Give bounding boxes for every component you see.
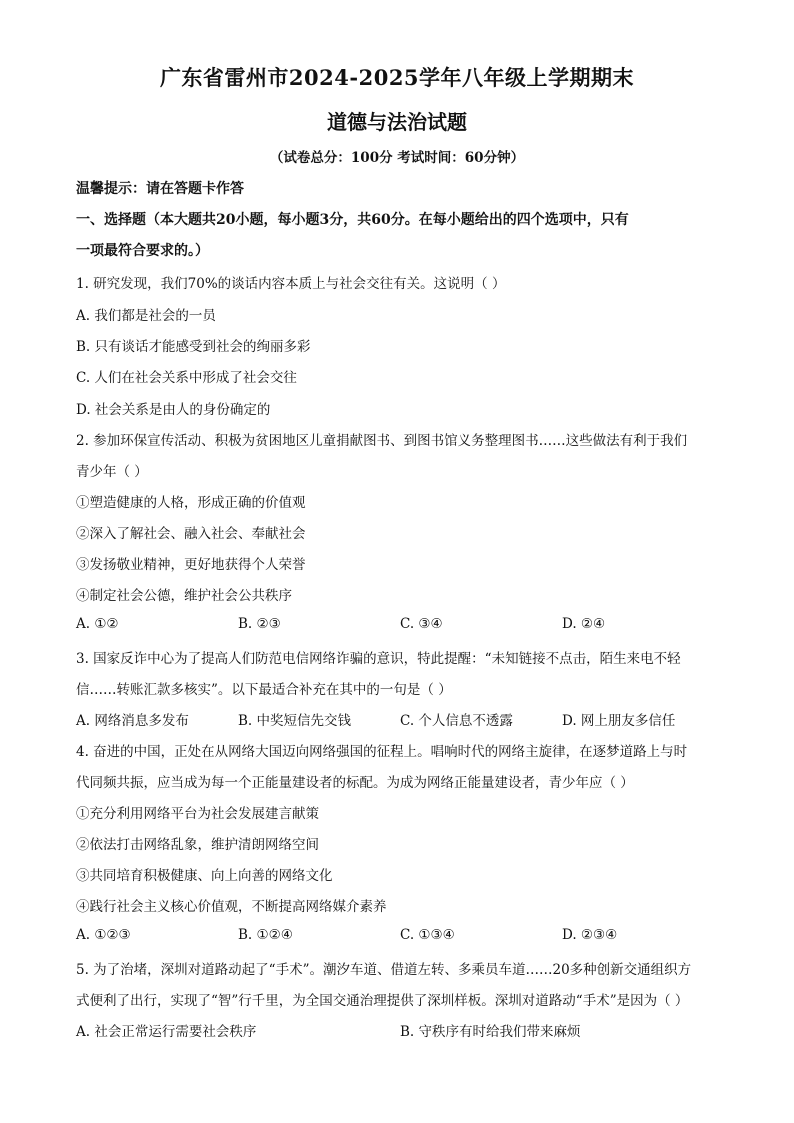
question-1-option-d: D. 社会关系是由人的身份确定的 (76, 402, 271, 418)
question-4-stem-cont: 代同频共振，应当成为每一个正能量建设者的标配。为成为网络正能量建设者，青少年应（ ） (76, 775, 634, 791)
question-5-option-a: A. 社会正常运行需要社会秩序 (76, 1024, 257, 1040)
question-3-option-a: A. 网络消息多发布 (76, 713, 189, 729)
question-4-option-c: C. ①③④ (400, 927, 455, 943)
question-3-option-b: B. 中奖短信先交钱 (238, 713, 352, 729)
question-4-statement-3: ③共同培育积极健康、向上向善的网络文化 (76, 868, 333, 884)
exam-title: 广东省雷州市2024-2025学年八年级上学期期末 (159, 65, 635, 90)
question-2-statement-3: ③发扬敬业精神，更好地获得个人荣誉 (76, 557, 306, 573)
question-3-stem: 3. 国家反诈中心为了提高人们防范电信网络诈骗的意识，特此提醒：“未知链接不点击，陌生来电不轻 (76, 651, 681, 667)
question-3-stem-cont: 信……转账汇款多核实”。以下最适合补充在其中的一句是（ ） (76, 682, 452, 698)
question-1-stem: 1. 研究发现，我们70%的谈话内容本质上与社会交往有关。这说明（ ） (76, 276, 506, 292)
question-2-statement-1: ①塑造健康的人格，形成正确的价值观 (76, 495, 306, 511)
question-2-statement-2: ②深入了解社会、融入社会、奉献社会 (76, 526, 306, 542)
question-4-option-d: D. ②③④ (562, 927, 618, 943)
exam-info: （试卷总分：100分 考试时间：60分钟） (269, 150, 525, 166)
question-2-stem: 2. 参加环保宣传活动、积极为贫困地区儿童捐献图书、到图书馆义务整理图书……这些做法有利于我们 (76, 433, 688, 449)
question-2-option-d: D. ②④ (562, 616, 606, 632)
notice: 温馨提示：请在答题卡作答 (76, 181, 244, 197)
question-3-option-c: C. 个人信息不透露 (400, 713, 513, 729)
question-2-option-a: A. ①② (76, 616, 119, 632)
question-1-option-b: B. 只有谈话才能感受到社会的绚丽多彩 (76, 339, 311, 355)
question-4-option-b: B. ①②④ (238, 927, 293, 943)
question-3-option-d: D. 网上朋友多信任 (562, 713, 676, 729)
question-4-option-a: A. ①②③ (76, 927, 131, 943)
question-5-stem: 5. 为了治堵，深圳对道路动起了“手术”。潮汐车道、借道左转、多乘员车道……20多种创新交通组织方 (76, 962, 692, 978)
question-4-statement-1: ①充分利用网络平台为社会发展建言献策 (76, 806, 319, 822)
question-2-option-c: C. ③④ (400, 616, 443, 632)
question-5-option-b: B. 守秩序有时给我们带来麻烦 (400, 1024, 581, 1040)
question-1-option-a: A. 我们都是社会的一员 (76, 308, 216, 324)
question-2-option-b: B. ②③ (238, 616, 281, 632)
exam-subject: 道德与法治试题 (327, 110, 467, 134)
question-4-stem: 4. 奋进的中国，正处在从网络大国迈向网络强国的征程上。唱响时代的网络主旋律，在逐梦道路上与时 (76, 744, 688, 760)
section-heading-cont: 一项最符合要求的。） (76, 243, 209, 259)
section-heading: 一、选择题（本大题共20小题，每小题3分，共60分。在每小题给出的四个选项中，只有 (76, 212, 629, 228)
question-2-stem-cont: 青少年（ ） (76, 464, 148, 480)
question-5-stem-cont: 式便利了出行，实现了“智”行千里，为全国交通治理提供了深圳样板。深圳对道路动“手术”是因为（ ） (76, 993, 689, 1009)
question-2-statement-4: ④制定社会公德，维护社会公共秩序 (76, 588, 292, 604)
question-1-option-c: C. 人们在社会关系中形成了社会交往 (76, 370, 297, 386)
question-4-statement-2: ②依法打击网络乱象，维护清朗网络空间 (76, 837, 319, 853)
question-4-statement-4: ④践行社会主义核心价值观，不断提高网络媒介素养 (76, 899, 387, 915)
